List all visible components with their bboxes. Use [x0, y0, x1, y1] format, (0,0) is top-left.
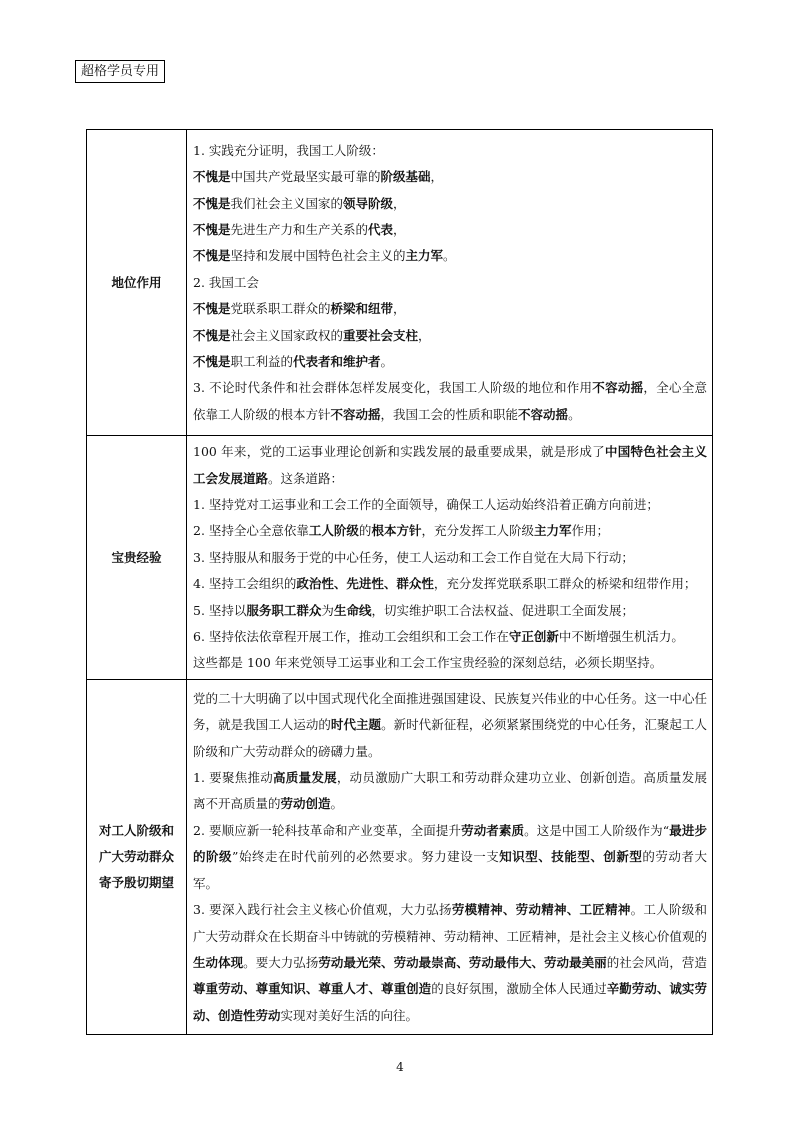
content-paragraph [193, 492, 707, 518]
table-row [87, 680, 713, 1035]
emphasis-text: 不愧是 [193, 169, 231, 185]
content-paragraph [193, 571, 707, 597]
body-text: 2. 要顺应新一轮科技革命和产业变革，全面提升 [193, 822, 462, 838]
body-text: 1. 坚持党对工运事业和工会工作的全面领导，确保工人运动始终沿着正确方向前进； [193, 496, 659, 512]
content-paragraph [193, 164, 707, 190]
body-text: 职工利益的 [230, 354, 294, 370]
body-text: ， [393, 301, 406, 317]
body-text: 3. 坚持服从和服务于党的中心任务，使工人运动和工会工作自觉在大局下行动； [193, 549, 634, 565]
emphasis-text: 领导阶级 [343, 195, 394, 211]
emphasis-text: 不愧是 [193, 221, 231, 237]
row-content [187, 130, 713, 436]
body-text: ，充分发挥工人阶级 [421, 523, 534, 539]
content-table [86, 129, 713, 1035]
emphasis-text: 劳动创造 [280, 796, 331, 812]
body-text: ， [393, 195, 406, 211]
body-text: 的良好氛围，激励全体人民通过 [431, 981, 607, 997]
emphasis-text: 阶级基础 [380, 169, 431, 185]
emphasis-text: 不容动摇 [330, 406, 381, 422]
body-text: 。 [330, 796, 344, 812]
content-paragraph [193, 243, 707, 269]
page-number: 4 [396, 1060, 404, 1074]
body-text: 党联系职工群众的 [230, 301, 331, 317]
emphasis-text: 主力军 [405, 248, 444, 264]
body-text: ， [418, 327, 431, 343]
body-text: 党的二十大明确了以中国式现代化全面推进强国建设、民族复兴伟业的中心任务。这一中心任务，就是我国工人运动的 [193, 690, 707, 733]
emphasis-text: 重要社会支柱 [343, 327, 419, 343]
content-paragraph [193, 270, 707, 296]
body-text: ，我国工会的性质和职能 [380, 406, 519, 422]
content-paragraph [193, 624, 707, 650]
emphasis-text: 劳动最光荣、劳动最崇高、劳动最伟大、劳动最美丽 [318, 954, 607, 970]
emphasis-text: 根本方针 [371, 523, 422, 539]
body-text: 2. 我国工会 [193, 274, 259, 290]
content-paragraph [193, 323, 707, 349]
body-text: 中不断增强生机活力。 [558, 629, 684, 645]
body-text: 。 [443, 248, 456, 264]
emphasis-text: 服务职工群众 [246, 602, 322, 618]
body-text: 1. 要聚焦推动 [193, 770, 274, 786]
emphasis-text: 生动体现 [193, 954, 244, 970]
body-text: 坚持和发展中国特色社会主义的 [230, 248, 406, 264]
body-text: 作用； [571, 523, 609, 539]
body-text: ”始终走在时代前列的必然要求。努力建设一支 [232, 849, 500, 865]
body-text: 3. 要深入践行社会主义核心价值观，大力弘扬 [193, 902, 452, 918]
body-text: 6. 坚持依法依章程开展工作，推动工会组织和工会工作在 [193, 629, 509, 645]
emphasis-text: 不愧是 [193, 301, 231, 317]
content-paragraph [193, 349, 707, 375]
table-row [87, 436, 713, 680]
content-paragraph [193, 375, 707, 428]
emphasis-text: 劳模精神、劳动精神、工匠精神 [451, 902, 631, 918]
content-paragraph [193, 296, 707, 322]
body-text: 2. 坚持全心全意依靠 [193, 523, 309, 539]
row-content [187, 436, 713, 680]
student-only-badge: 超格学员专用 [75, 60, 165, 83]
body-text: 社会主义国家政权的 [230, 327, 344, 343]
body-text: 的社会风尚，营造 [606, 954, 707, 970]
emphasis-text: 守正创新 [508, 629, 559, 645]
emphasis-text: 劳动者素质 [461, 822, 525, 838]
content-paragraph [193, 598, 707, 624]
body-text: 为 [321, 602, 334, 618]
emphasis-text: 高质量发展 [273, 770, 337, 786]
body-text: 我们社会主义国家的 [230, 195, 344, 211]
emphasis-text: 工人阶级 [308, 523, 359, 539]
content-paragraph [193, 765, 707, 818]
emphasis-text: 不容动摇 [518, 406, 569, 422]
content-paragraph [193, 545, 707, 571]
content-paragraph [193, 650, 707, 676]
content-paragraph [193, 138, 707, 164]
body-text: 的劳动者大军。 [193, 849, 707, 891]
emphasis-text: 最进步的阶级 [193, 822, 707, 865]
body-text: 实现对美好生活的向往。 [280, 1007, 419, 1023]
body-text: 。要大力弘扬 [243, 954, 319, 970]
emphasis-text: 生命线 [333, 602, 372, 618]
emphasis-text: 不愧是 [193, 354, 231, 370]
body-text: ，充分发挥党联系职工群众的桥梁和纽带作用； [433, 576, 697, 592]
body-text: 。新时代新征程，必须紧紧围绕党的中心任务，汇聚起工人阶级和广大劳动群众的磅礴力量。 [193, 717, 707, 759]
body-text: ，全心全意依靠工人阶级的根本方针 [193, 380, 707, 422]
body-text: 4. 坚持工会组织的 [193, 576, 297, 592]
emphasis-text: 中国特色社会主义工会发展道路 [193, 444, 707, 486]
body-text: 这些都是 100 年来党领导工运事业和工会工作宝贵经验的深刻总结，必须长期坚持。 [193, 655, 663, 671]
body-text: 。这是中国工人阶级作为“ [524, 822, 670, 838]
body-text: 。 [380, 354, 394, 370]
body-text: 5. 坚持以 [193, 602, 247, 618]
emphasis-text: 代表者和维护者 [293, 354, 381, 370]
content-paragraph [193, 686, 707, 765]
content-paragraph [193, 518, 707, 544]
body-text: 。 [568, 406, 581, 422]
emphasis-text: 不愧是 [193, 248, 231, 264]
emphasis-text: 主力军 [533, 523, 572, 539]
emphasis-text: 政治性、先进性、群众性 [296, 576, 434, 592]
row-label: 对工人阶级和广大劳动群众寄予殷切期望 [87, 680, 187, 1035]
body-text: ， [393, 221, 406, 237]
content-paragraph [193, 217, 707, 243]
body-text: 1. 实践充分证明，我国工人阶级： [193, 142, 384, 158]
emphasis-text: 不容动摇 [592, 380, 644, 396]
body-text: ， [430, 169, 444, 185]
table-row [87, 130, 713, 436]
emphasis-text: 桥梁和纽带 [330, 301, 394, 317]
emphasis-text: 不愧是 [193, 327, 231, 343]
body-text: 。工人阶级和广大劳动群众在长期奋斗中铸就的劳模精神、劳动精神、工匠精神，是社会主义核心价值观的 [193, 902, 707, 944]
row-content [187, 680, 713, 1035]
emphasis-text: 尊重劳动、尊重知识、尊重人才、尊重创造 [193, 981, 432, 997]
emphasis-text: 知识型、技能型、创新型 [499, 849, 643, 865]
emphasis-text: 不愧是 [193, 195, 231, 211]
body-text: 100 年来，党的工运事业理论创新和实践发展的最重要成果，就是形成了 [193, 444, 605, 460]
body-text: 3. 不论时代条件和社会群体怎样发展变化，我国工人阶级的地位和作用 [193, 380, 593, 396]
body-text: 先进生产力和生产关系的 [230, 221, 369, 237]
content-paragraph [193, 818, 707, 897]
body-text: ，切实维护职工合法权益、促进职工全面发展； [371, 602, 634, 618]
content-paragraph [193, 439, 707, 492]
body-text: 的 [358, 523, 372, 539]
row-label: 宝贵经验 [87, 436, 187, 680]
body-text: 中国共产党最坚实最可靠的 [230, 169, 381, 185]
emphasis-text: 辛勤劳动、诚实劳动、创造性劳动 [193, 981, 707, 1023]
body-text: ，动员激励广大职工和劳动群众建功立业、创新创造。高质量发展离不开高质量的 [193, 770, 707, 812]
content-paragraph [193, 897, 707, 1029]
emphasis-text: 代表 [368, 221, 394, 237]
row-label: 地位作用 [87, 130, 187, 436]
emphasis-text: 时代主题 [330, 717, 382, 733]
content-paragraph [193, 191, 707, 217]
body-text: 。这条道路： [268, 470, 344, 486]
